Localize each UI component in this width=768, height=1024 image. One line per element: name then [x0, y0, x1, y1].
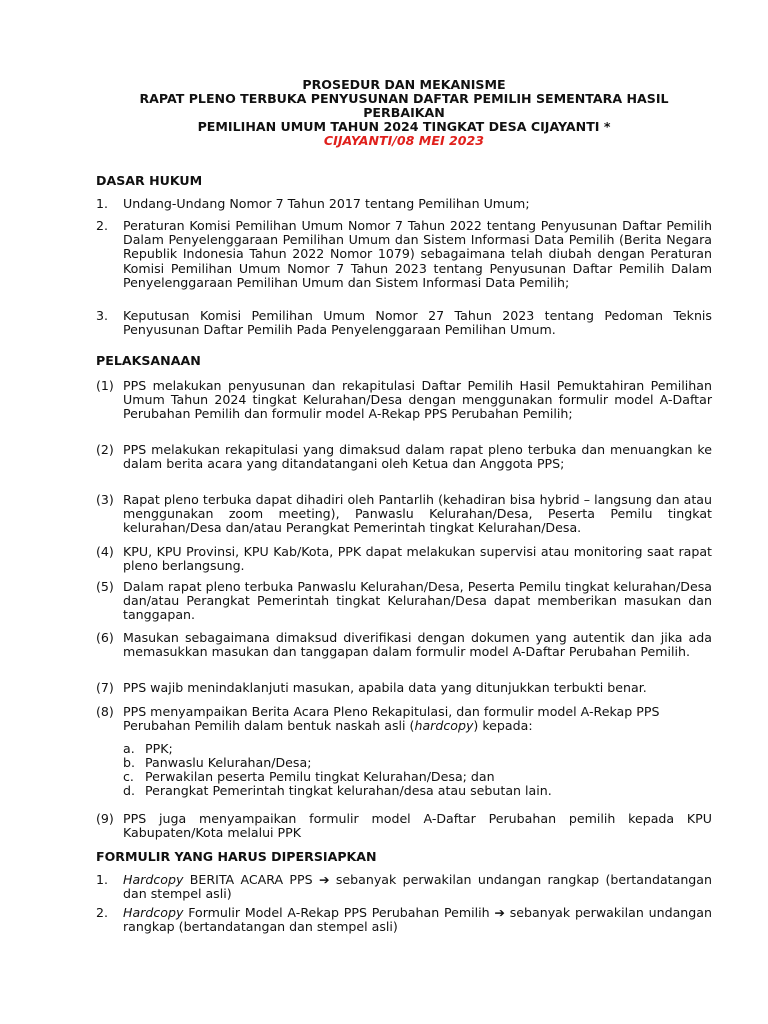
document-header	[96, 78, 712, 148]
item-number: (9)	[96, 811, 114, 826]
arrow-icon: ➔	[494, 905, 505, 920]
item-number: (4)	[96, 544, 114, 559]
sub-item-text: Panwaslu Kelurahan/Desa;	[145, 755, 312, 770]
item-number: 2.	[96, 905, 109, 920]
sub-item-letter: c.	[123, 769, 134, 784]
list-item	[96, 705, 712, 733]
sub-item-letter: d.	[123, 783, 135, 798]
item-text: Keputusan Komisi Pemilihan Umum Nomor 27 Tahun 2023 tentang Pedoman Teknis Penyusunan Daftar Pemilih Pada Penyelenggaraan Pemilihan Umum.	[123, 308, 712, 338]
header-line-3: PERBAIKAN	[363, 105, 445, 120]
header-location-date: CIJAYANTI/08 MEI 2023	[323, 133, 485, 148]
item-number: 2.	[96, 218, 109, 233]
list-item	[96, 309, 712, 337]
item-number: (1)	[96, 378, 114, 393]
item-text: Undang-Undang Nomor 7 Tahun 2017 tentang Pemilihan Umum;	[123, 196, 530, 211]
item-text: PPS wajib menindaklanjuti masukan, apabila data yang ditunjukkan terbukti benar.	[123, 680, 647, 695]
header-line-1: PROSEDUR DAN MEKANISME	[302, 77, 506, 92]
list-item	[96, 681, 712, 695]
list-item	[96, 812, 712, 840]
item-text: PPS melakukan rekapitulasi yang dimaksud dalam rapat pleno terbuka dan menuangkan ke dalam berita acara yang ditandatangani oleh Ketua dan Anggota PPS;	[123, 442, 712, 472]
list-item	[96, 493, 712, 536]
item-number: (2)	[96, 442, 114, 457]
item-number: 1.	[96, 196, 109, 211]
item-number: (6)	[96, 630, 114, 645]
sub-item-text: Perwakilan peserta Pemilu tingkat Kelurahan/Desa; dan	[145, 769, 495, 784]
sub-item-letter: a.	[123, 741, 135, 756]
sub-item-text: Perangkat Pemerintah tingkat kelurahan/desa atau sebutan lain.	[145, 783, 552, 798]
arrow-icon: ➔	[318, 872, 330, 887]
item-text: KPU, KPU Provinsi, KPU Kab/Kota, PPK dapat melakukan supervisi atau monitoring saat rapat pleno berlangsung.	[123, 544, 712, 574]
item-number: 3.	[96, 308, 109, 323]
list-item	[96, 631, 712, 659]
item-text: PPS juga menyampaikan formulir model A-Daftar Perubahan pemilih kepada KPU Kabupaten/Kota melalui PPK	[123, 811, 712, 841]
item-text: PPS menyampaikan Berita Acara Pleno Rekapitulasi, dan formulir model A-Rekap PPS Perubahan Pemilih dalam bentuk naskah asli (hardcopy) kepada:	[123, 704, 660, 734]
header-line-2: RAPAT PLENO TERBUKA PENYUSUNAN DAFTAR PEMILIH SEMENTARA HASIL	[139, 91, 669, 106]
section-heading-dasar-hukum: DASAR HUKUM	[96, 173, 203, 188]
item-text: PPS melakukan penyusunan dan rekapitulasi Daftar Pemilih Hasil Pemuktahiran Pemilihan Umum Tahun 2024 tingkat Kelurahan/Desa dengan menggunakan formulir model A-Daftar Perubahan Pemilih dan formulir model A-Rekap PPS Perubahan Pemilih;	[123, 378, 712, 422]
sub-item-text: PPK;	[145, 741, 173, 756]
item-number: (5)	[96, 579, 114, 594]
list-item	[96, 197, 712, 211]
item-number: (8)	[96, 704, 114, 719]
list-item	[96, 443, 712, 471]
item-text: Rapat pleno terbuka dapat dihadiri oleh Pantarlih (kehadiran bisa hybrid – langsung dan atau menggunakan zoom meeting), Panwaslu Kelurahan/Desa, Peserta Pemilu tingkat kelurahan/Desa dan/atau Perangkat Pemerintah tingkat Kelurahan/Desa.	[123, 492, 712, 536]
item-number: 1.	[96, 872, 109, 887]
sub-list-item	[123, 784, 713, 798]
item-text: Dalam rapat pleno terbuka Panwaslu Kelurahan/Desa, Peserta Pemilu tingkat kelurahan/Desa dan/atau Perangkat Pemerintah tingkat Kelurahan/Desa dapat memberikan masukan dan tanggapan.	[123, 579, 712, 623]
list-item	[96, 906, 712, 934]
item-text: Masukan sebagaimana dimaksud diverifikasi dengan dokumen yang autentik dan jika ada memasukkan masukan dan tanggapan dalam formulir model A-Daftar Perubahan Pemilih.	[123, 630, 712, 660]
list-item	[96, 219, 712, 290]
list-item	[96, 873, 712, 901]
header-line-4: PEMILIHAN UMUM TAHUN 2024 TINGKAT DESA CIJAYANTI *	[197, 119, 611, 134]
item-text: Hardcopy BERITA ACARA PPS ➔ sebanyak perwakilan undangan rangkap (bertandatangan dan stempel asli)	[123, 872, 712, 902]
section-heading-formulir: FORMULIR YANG HARUS DIPERSIAPKAN	[96, 849, 377, 864]
item-text: Peraturan Komisi Pemilihan Umum Nomor 7 Tahun 2022 tentang Penyusunan Daftar Pemilih Dalam Penyelenggaraan Pemilihan Umum dan Sistem Informasi Data Pemilih (Berita Negara Republik Indonesia Tahun 2022 Nomor 1079) sebagaimana telah diubah dengan Peraturan Komisi Pemilihan Umum Nomor 7 Tahun 2023 tentang Penyusunan Daftar Pemilih Dalam Penyelenggaraan Pemilihan Umum dan Sistem Informasi Data Pemilih;	[123, 218, 712, 290]
item-number: (7)	[96, 680, 114, 695]
list-item	[96, 580, 712, 623]
list-item	[96, 379, 712, 422]
section-heading-pelaksanaan: PELAKSANAAN	[96, 353, 201, 368]
sub-item-letter: b.	[123, 755, 135, 770]
item-text: Hardcopy Formulir Model A-Rekap PPS Perubahan Pemilih ➔ sebanyak perwakilan undangan rangkap (bertandatangan dan stempel asli)	[123, 905, 712, 935]
list-item	[96, 545, 712, 573]
item-number: (3)	[96, 492, 114, 507]
